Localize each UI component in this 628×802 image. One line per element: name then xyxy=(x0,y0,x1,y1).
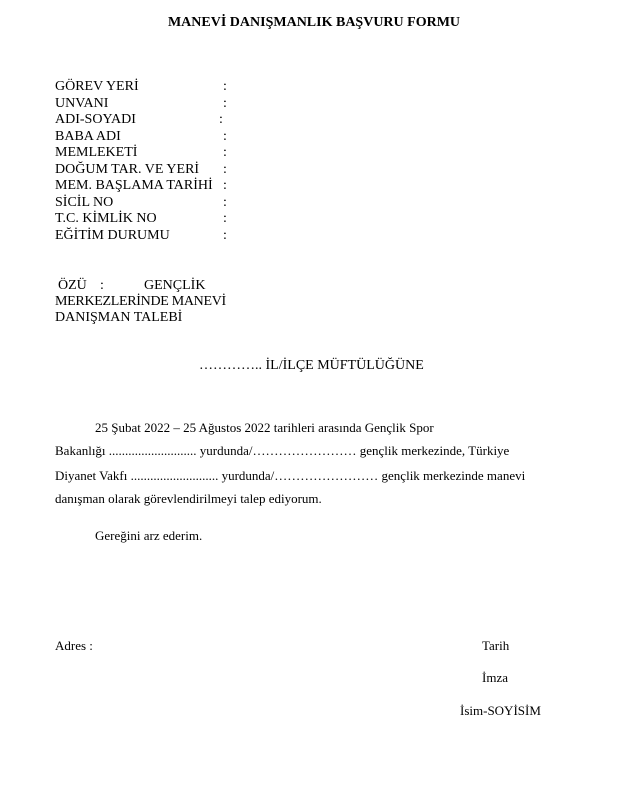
field-colon: : xyxy=(219,112,223,127)
name-label: İsim-SOYİSİM xyxy=(460,703,541,718)
field-label-unvani: UNVANI xyxy=(55,96,109,111)
field-colon: : xyxy=(223,96,227,111)
paragraph-line: Bakanlığı ........................... yurdunda/…………………… gençlik merkezinde, Türkiye xyxy=(55,443,510,458)
field-colon: : xyxy=(223,228,227,243)
subject-label: ÖZÜ xyxy=(58,278,87,293)
field-label-memleketi: MEMLEKETİ xyxy=(55,145,138,160)
field-label-tc-kimlik: T.C. KİMLİK NO xyxy=(55,211,157,226)
field-label-adi-soyadi: ADI-SOYADI xyxy=(55,112,136,127)
field-label-dogum-tar: DOĞUM TAR. VE YERİ xyxy=(55,162,200,177)
field-colon: : xyxy=(223,178,227,193)
field-label-mem-baslama: MEM. BAŞLAMA TARİHİ xyxy=(55,178,213,193)
field-colon: : xyxy=(223,162,227,177)
field-label-egitim: EĞİTİM DURUMU xyxy=(55,228,170,243)
form-title: MANEVİ DANIŞMANLIK BAŞVURU FORMU xyxy=(167,15,461,30)
sign-label: İmza xyxy=(482,670,508,685)
paragraph-line: danışman olarak görevlendirilmeyi talep ediyorum. xyxy=(55,491,322,506)
field-label-baba-adi: BABA ADI xyxy=(55,129,121,144)
field-label-sicil-no: SİCİL NO xyxy=(55,195,114,210)
address-label: Adres : xyxy=(55,638,93,653)
closing-text: Gereğini arz ederim. xyxy=(95,528,203,543)
field-colon: : xyxy=(223,145,227,160)
subject-colon: : xyxy=(100,278,104,293)
paragraph-line: Diyanet Vakfı ........................... yurdunda/…………………… gençlik merkezinde manevi xyxy=(55,468,526,483)
date-label: Tarih xyxy=(482,638,510,653)
subject-line-3: DANIŞMAN TALEBİ xyxy=(55,310,183,325)
field-label-gorev-yeri: GÖREV YERİ xyxy=(55,79,139,94)
field-colon: : xyxy=(223,211,227,226)
subject-line-2: MERKEZLERİNDE MANEVİ xyxy=(55,294,226,309)
subject-line-1: GENÇLİK xyxy=(144,278,206,293)
field-colon: : xyxy=(223,129,227,144)
field-colon: : xyxy=(223,195,227,210)
addressee: ………….. İL/İLÇE MÜFTÜLÜĞÜNE xyxy=(199,358,424,373)
paragraph-line: 25 Şubat 2022 – 25 Ağustos 2022 tarihleri arasında Gençlik Spor xyxy=(95,420,434,435)
field-colon: : xyxy=(223,79,227,94)
